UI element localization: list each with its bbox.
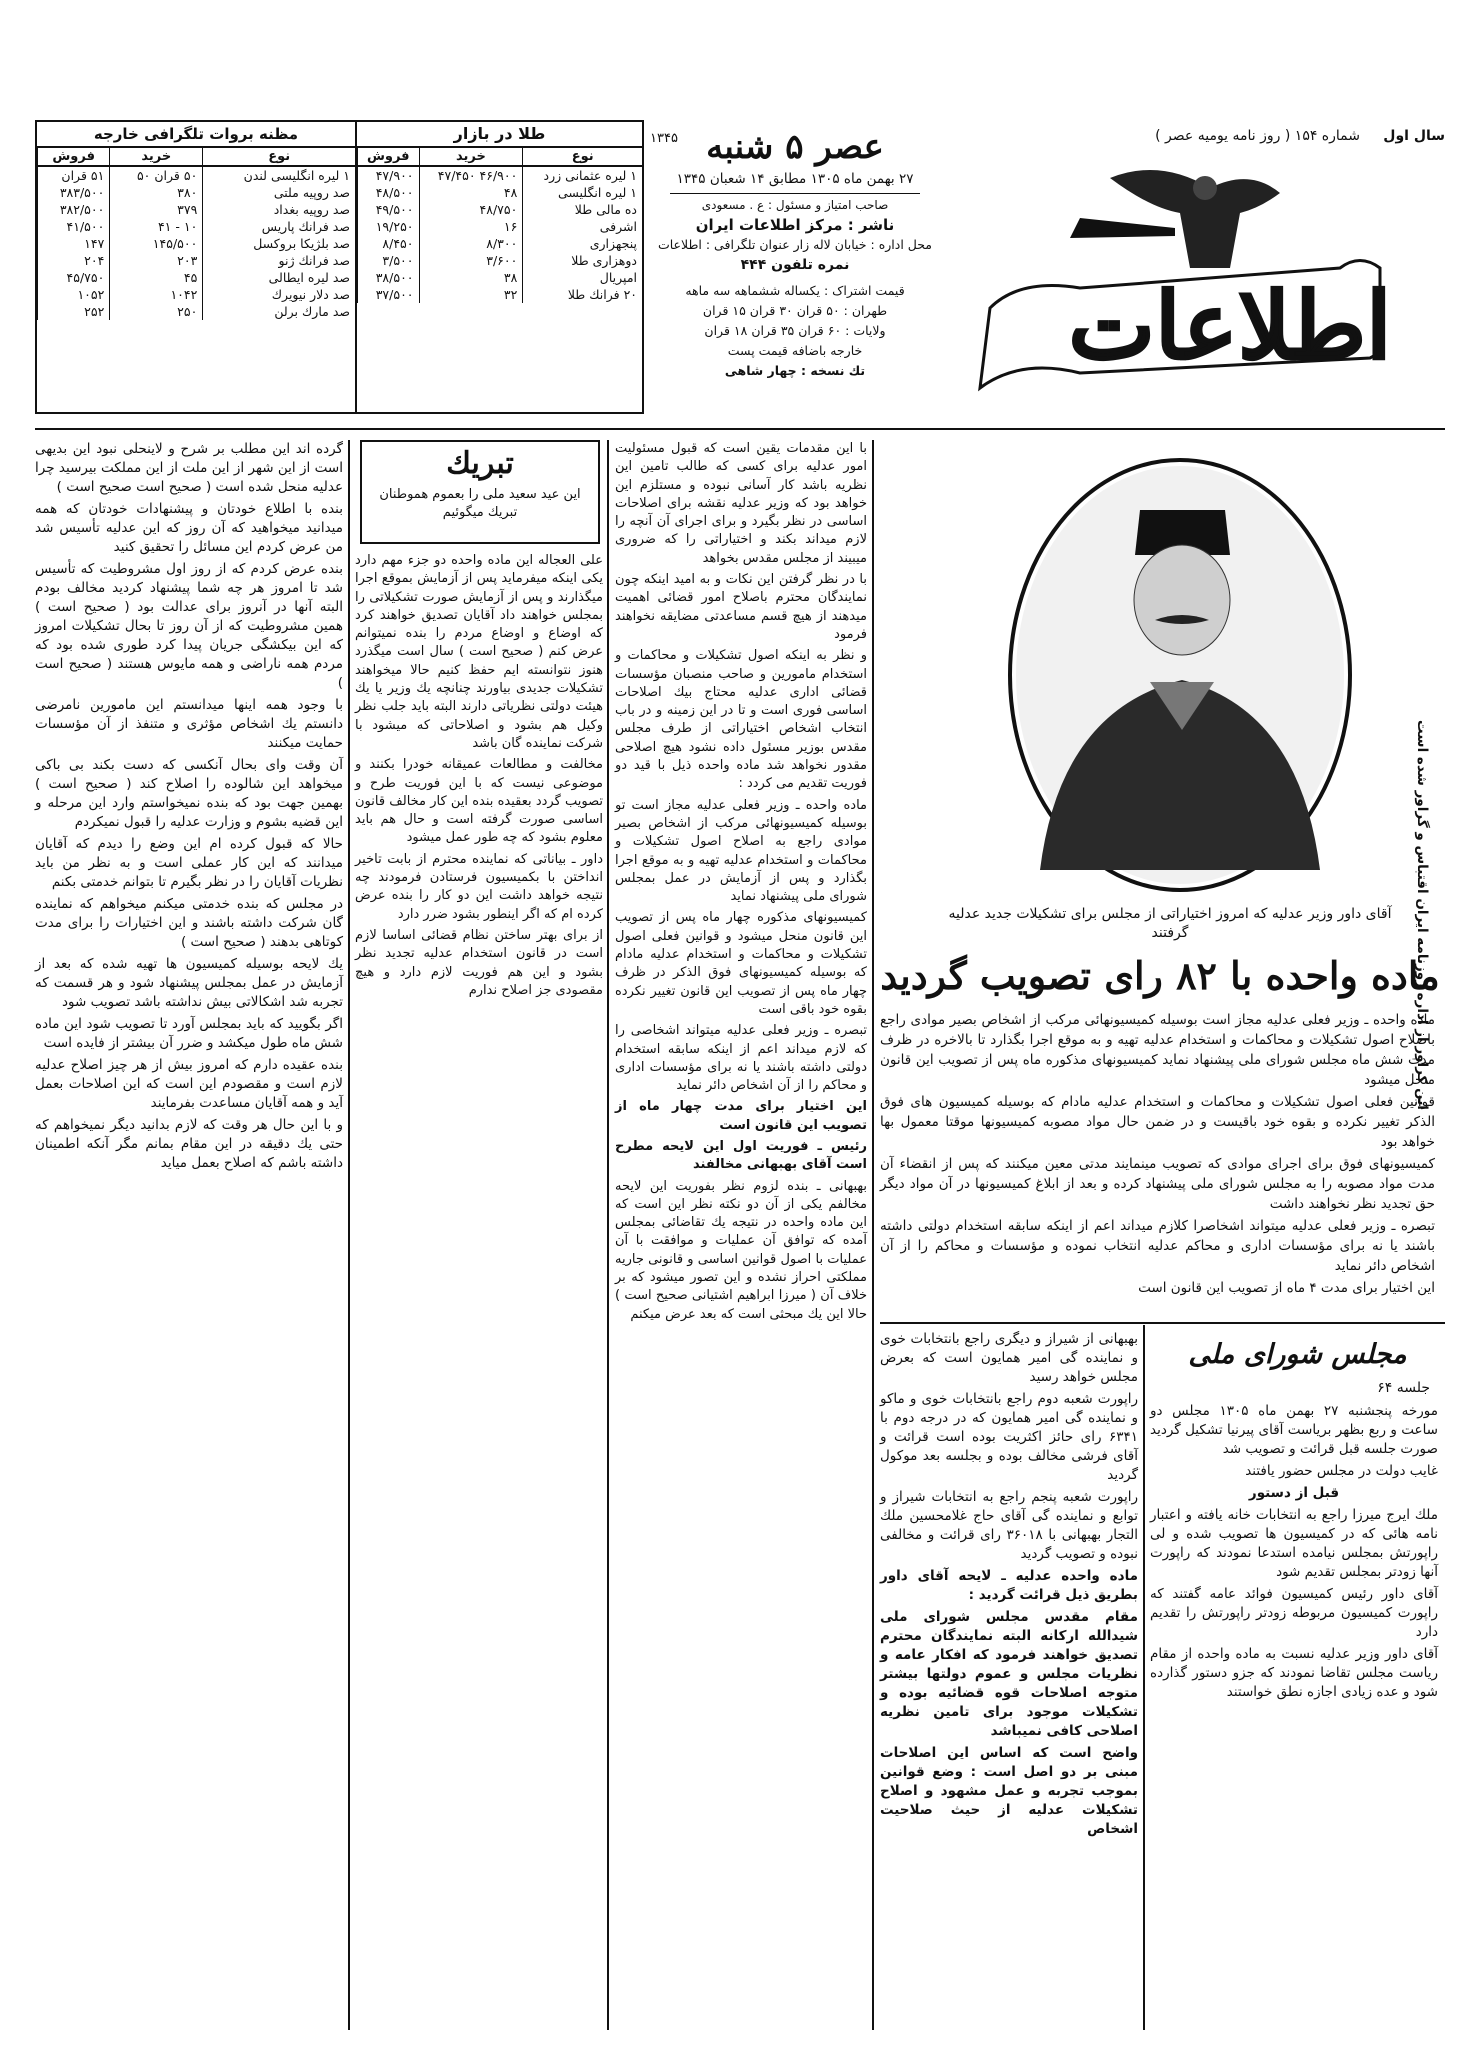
cell: ۸/۴۵۰	[358, 235, 420, 252]
paragraph: گرده اند این مطلب بر شرح و لاینحلی نبود این بدیهی است از این شهر از این ملت از این مملکت بیرسید چرا عدلیه منحل شده است ( صحیح است صحیح است )	[35, 441, 343, 495]
col-header: فروش	[38, 148, 110, 166]
paragraph: علی العجاله این ماده واحده دو جزء مهم دارد یکی اینکه میفرماید پس از آزمایش بموقع اجرا میگذارند و پس از آزمایش صورت تشکیلاتی را بمجلس خواهند داد آقایان تصدیق خواهند کرد که اوضاع و اوضاع مردم را بنده نمیتوانم عرض کنم ( صحیح است ) سال است میگذرد هنوز نتوانسته ایم حفظ کنیم حالا میخواهند تشکیلات جدیدی بیاورند چنانچه یك وزیر یا یك هیئت دولتی نظریاتی دارند البته باید جلب نظر وکیل هم بشود و اصلاحاتی که میشود با شرکت نماینده گان باشد	[355, 553, 603, 751]
issue-label: شماره ۱۵۴ ( روز نامه یومیه عصر )	[1155, 128, 1360, 144]
cell: صد بلژیکا بروکسل	[203, 235, 355, 252]
paragraph: مورخه پنجشنبه ۲۷ بهمن ماه ۱۳۰۵ مجلس دو ساعت و ربع بظهر بریاست آقای پیرنیا تشکیل گردید صورت جلسه قبل قرائت و تصویب شد	[1150, 1403, 1438, 1457]
table-row	[38, 218, 356, 235]
column-rule	[348, 440, 350, 2030]
cell: ۱۴۷	[38, 235, 110, 252]
cell: ۳۸۳/۵۰۰	[38, 184, 110, 201]
paragraph: بنده عرض کردم که از روز اول مشروطیت که تأسیس شد تا امروز هر چه شما پیشنهاد کردید مخالف بودم البته آنها در آنروز برای عدالت بود ( صحیح است ) همین مشروطیت که از آن روز تا بحال تشکیلات امروز که این بیکشگی جریان پیدا کرد طوری شده بود که مردم همه ناراضی و همه مایوس هستند ( صحیح است )	[35, 561, 343, 691]
paragraph: ماده واحده عدلیه ـ لایحه آقای داور بطریق ذیل قرائت گردید :	[880, 1568, 1138, 1603]
cell: صد لیره ایطالی	[203, 269, 355, 286]
cell: ۵۱ قران	[38, 166, 110, 184]
fx-market-table	[37, 148, 355, 320]
paragraph: اگر بگویید که باید بمجلس آورد تا تصویب شود این ماده شش ماه طول میکشد و ضرر آن بیشتر از فایده است	[35, 1016, 343, 1051]
cell: ۳۲	[419, 286, 523, 303]
cell: ۱۹/۲۵۰	[358, 218, 420, 235]
cell: ۳۸۲/۵۰۰	[38, 201, 110, 218]
cell: ۳۸	[419, 269, 523, 286]
publisher-line: ناشر : مرکز اطلاعات ایران	[695, 216, 895, 234]
cell: ۳۷/۵۰۰	[358, 286, 420, 303]
table-row	[358, 286, 643, 303]
cell: اشرفی	[523, 218, 642, 235]
table-row	[358, 269, 643, 286]
paragraph: حالا که قبول کرده ام این وضع را دیدم که آقایان میدانند که این کار عملی است و به نظر من باید نظریات آقایان را در نظر بگیرم تا بتوانم خدمتی بکنم	[35, 836, 343, 890]
majlis-title: مجلس شورای ملی	[1188, 1339, 1407, 1370]
cell: ۱۰ - ۴۱	[110, 218, 203, 235]
cell: ۴۵/۷۵۰	[38, 269, 110, 286]
paragraph: با در نظر گرفتن این نکات و به امید اینکه چون نمایندگان محترم باصلاح امور قضائی اهمیت میدهند از هیچ قسم مساعدتی مضایقه نخواهند فرمود	[615, 572, 867, 642]
table-row	[38, 286, 356, 303]
cell: صد فرانك پاریس	[203, 218, 355, 235]
abroad-price: خارجه باضافه قیمت پست	[727, 343, 863, 358]
divider	[670, 193, 920, 194]
paragraph: راپورت شعبه پنجم راجع به انتخابات شیراز و توابع و نماینده گی آقای حاج غلامحسین ملك التجار بهبهانی با ۳۶۰۱۸ رای قرائت و مخالفی نبوده و تصویب گردید	[880, 1489, 1138, 1562]
cell: ۳/۶۰۰	[419, 252, 523, 269]
col-header: فروش	[358, 148, 420, 166]
cell: ۱۴۵/۵۰۰	[110, 235, 203, 252]
cell: ۴۱/۵۰۰	[38, 218, 110, 235]
lead-article	[880, 1010, 1435, 1298]
provinces-price: ولایات : ۶۰ قران ۳۵ قران ۱۸ قران	[704, 323, 886, 338]
owner-line: صاحب امتیاز و مسئول : ع . مسعودی	[701, 198, 889, 212]
year-label: سال اول	[1383, 128, 1445, 144]
masthead	[950, 118, 1445, 418]
gold-market-table	[357, 148, 642, 303]
cell: ۲۵۲	[38, 303, 110, 320]
date-line: ۲۷ بهمن ماه ۱۳۰۵ مطابق ۱۴ شعبان ۱۳۴۵	[676, 171, 914, 187]
congrats-subtitle: این عید سعید ملی را بعموم هموطنان تبریك میگوئیم	[379, 487, 581, 520]
paragraph: از برای بهتر ساختن نظام قضائی اساسا لازم است در قانون استخدام عدلیه تجدید نظر بشود و این هم فوریت لازم دارد و هیچ مقصودی جز اصلاح ندارم	[355, 927, 603, 998]
paragraph: ماده واحده ـ وزیر فعلی عدلیه مجاز است بوسیله کمیسیونهائی مرکب از اشخاص بصیر موادی راجع باصلاح اصول تشکیلات و محاکمات و استخدام عدلیه تهیه و به موقع اجرا بگذارد تا بالاخره در ظرف مدت شش ماه مجلس شورای ملی پیشنهاد نماید کمیسیونهای مذکوره ماه پس از تصویب این قانون منحل میشود	[880, 1012, 1435, 1088]
paragraph: بنده عقیده دارم که امروز بیش از هر چیز اصلاح عدلیه لازم است و مقصودم این است که این اصلاحات بعمل آید و همه آقایان مساعدت بفرمایند	[35, 1057, 343, 1111]
paragraph: آقای داور وزیر عدلیه نسبت به ماده واحده از مقام ریاست مجلس تقاضا نمودند که جزو دستور گذارده شود و عده زیادی اجازه نطق خواستند	[1150, 1646, 1438, 1700]
cell: ۱ لیره انگلیسی	[523, 184, 642, 201]
paragraph: کمیسیونهای فوق برای اجرای موادی که تصویب مینمایند مدتی معین میکنند که پس از انقضاء آن مدت مواد مصوبه را به مجلس شورای ملی پیشنهاد کرده و بعد از ابلاغ کمیسیونها در آن مواد دیگر حق تجدید نظر نخواهند داشت	[880, 1156, 1435, 1212]
congrats-column	[355, 552, 603, 1000]
col-header: خرید	[419, 148, 523, 166]
cell: ۵۰ قران ۵۰	[110, 166, 203, 184]
table-row	[358, 166, 643, 184]
photo-side-caption: این کراور از اداره روزنامه ایران اقتباس و گراور شده است	[1414, 720, 1430, 1110]
cell: ده مالی طلا	[523, 201, 642, 218]
table-row	[358, 184, 643, 201]
paragraph: بنده با اطلاع خودتان و پیشنهادات خودتان که همه میدانید میخواهید که آن روز که این عدلیه تأسیس شد من عرض کردم این مسائل را تحقیق کنید	[35, 501, 343, 555]
cell: ۴۸	[419, 184, 523, 201]
paragraph: مقام مقدس مجلس شورای ملی شیدالله ارکانه البته نمایندگان محترم تصدیق خواهند فرمود که افکار عامه و نظریات مجلس و عموم دولتها بیشتر متوجه اصلاحات قوه قضائیه بوده و تشکیلات موجود برای تامین نظریه اصلاحی کافی نمیباشد	[880, 1609, 1138, 1739]
paragraph: در مجلس که بنده خدمتی میکنم میخواهم که نماینده گان شرکت داشته باشند و این اختیارات را برای مدت کوتاهی بدهند ( صحیح است )	[35, 896, 343, 950]
paragraph: تبصره ـ وزیر فعلی عدلیه میتواند اشخاصرا کلازم میداند اعم از اینکه سابقه استخدام دولتی داشته باشند یا نه برای مؤسسات اداری و محاکم عدلیه انتخاب نموده و مؤسسات و محاکم را از آن اشخاص دائر نماید	[880, 1218, 1435, 1274]
cell: ۱۶	[419, 218, 523, 235]
cell: صد فرانك ژنو	[203, 252, 355, 269]
publication-info	[650, 125, 940, 420]
paragraph: بهبهانی ـ بنده لزوم نظر بفوریت این لایحه مخالفم یکی از آن دو نکته نظر این است که این ماده واحده در نتیجه یك تقاضائی بمجلس آمده که توافق آن عملیات و موافقت با آن عملیات با اصول قوانین اساسی و قانونی جاریه مملکتی احراز نشده و این تصور میشود که بر خلاف آن ( میرزا ابراهیم اشتیانی صحیح است ) حالا این یك مبحثی است که بعد عرض میکنم	[615, 1178, 867, 1322]
newspaper-logo	[960, 158, 1400, 418]
left-column	[35, 440, 343, 1173]
cell: ۳۸۰	[110, 184, 203, 201]
paragraph: داور ـ بیاناتی که نماینده محترم از بابت تاخیر انداختن با بکمیسیون فرستادن فرمودند چه نتیجه خواهد داشت این دو کار را بنده عرض کرده ام که اگر اینطور بشود ضرر دارد	[355, 851, 603, 922]
table-row	[358, 252, 643, 269]
paragraph: غایب دولت در مجلس حضور یافتند	[1245, 1463, 1438, 1479]
paragraph: رئیس ـ فوریت اول این لایحه مطرح است آقای بهبهانی مخالفند	[615, 1138, 867, 1173]
table-row	[38, 235, 356, 252]
cell: ۴۷/۹۰۰	[358, 166, 420, 184]
paragraph: آقای داور رئیس کمیسیون فوائد عامه گفتند که راپورت کمیسیون مربوطه زودتر راپورتش را تقدیم دارد	[1150, 1586, 1438, 1640]
cell: ۸/۳۰۰	[419, 235, 523, 252]
column-rule	[607, 440, 609, 2030]
paragraph: مخالفت و مطالعات عمیقانه خودرا بکنند و موضوعی نیست که با این فوریت طرح و تصویب گردد بعقیده بنده این کار مخالف قانون اساسی صورت گرفته است و حال هم باید معلوم بشود که چه طور عمل میشود	[355, 757, 603, 846]
cell: ۴۹/۵۰۰	[358, 201, 420, 218]
cell: ۴۶/۹۰۰ ۴۷/۴۵۰	[419, 166, 523, 184]
hijri-year: ۱۳۴۵	[650, 131, 678, 146]
cell: ۱ لیره عثمانی زرد	[523, 166, 642, 184]
paragraph: ماده واحده ـ وزیر فعلی عدلیه مجاز است تو بوسیله کمیسیونهائی مرکب از اشخاص بصیر موادی راجع به اصلاح اصول تشکیلات و محاکمات و استخدام عدلیه تهیه و به موقع اجرا بگذارد و پس از آزمایش در عمل بمجلس شورای ملی پیشنهاد نماید	[615, 797, 867, 905]
table-row	[38, 184, 356, 201]
cell: ۳۸/۵۰۰	[358, 269, 420, 286]
paragraph: با این مقدمات یقین است که قبول مسئولیت امور عدلیه برای کسی که طالب تامین این نظریه باشد کار آسانی نبوده و مستلزم این خواهد بود که وزیر عدلیه نقشه برای اصلاحات اساسی در نظر بگیرد و برای اجرای آن آنچه را لازم میداند بکند و اختیاراتی را که ضروری میبیند از مجلس مقدس بخواهد	[615, 441, 867, 566]
photo-caption: آقای داور وزیر عدلیه که امروز اختیاراتی از مجلس برای تشکیلات جدید عدلیه گرفتند	[948, 906, 1392, 941]
cell: ۴۸/۵۰۰	[358, 184, 420, 201]
gold-market-box	[355, 120, 644, 414]
cell: ۴۸/۷۵۰	[419, 201, 523, 218]
cell: صد روپیه بغداد	[203, 201, 355, 218]
paragraph: این اختیار برای مدت ۴ ماه از تصویب این قانون است	[1138, 1280, 1435, 1296]
paragraph: تبصره ـ وزیر فعلی عدلیه میتواند اشخاصی را که لازم میداند اعم از اینکه سابقه استخدام دولتی داشته باشند یا نه برای مؤسسات اداری و محاکم را از آن اشخاص دائر نماید	[615, 1023, 867, 1094]
phone-line: نمره تلفون ۴۴۴	[740, 257, 850, 273]
congrats-title: تبریك	[446, 446, 514, 481]
header-rule	[35, 428, 1445, 430]
section-rule	[880, 1322, 1445, 1324]
paragraph: بهبهانی از شیراز و دیگری راجع بانتخابات خوی و نماینده گی امیر همایون است که بعرض مجلس خواهد رسید	[880, 1331, 1138, 1385]
address-line: محل اداره : خیابان لاله زار عنوان تلگرافی : اطلاعات	[657, 237, 932, 252]
cell: ۳۷۹	[110, 201, 203, 218]
main-headline: ماده واحده با ۸۲ رای تصویب گردید	[880, 953, 1440, 998]
paragraph: قوانین فعلی اصول تشکیلات و محاکمات و استخدام عدلیه مادام که بوسیله کمیسیون های فوق الذکر تغییر نکرده و بقوه خود باقیست و در ضمن حال مواد مصوبه کمیسیونها موقتا معمول بها خواهد بود	[880, 1094, 1435, 1150]
trumpet-icon	[1070, 218, 1175, 238]
cell: پنجهزاری	[523, 235, 642, 252]
middle-column	[615, 440, 867, 1324]
subscription-head: قیمت اشتراک : یکساله ششماهه سه ماهه	[685, 283, 905, 298]
table-row	[358, 201, 643, 218]
congrats-box	[360, 440, 600, 544]
majlis-session: جلسه ۶۴	[1377, 1380, 1430, 1396]
paragraph: و با این حال هر وقت که لازم بدانید دیگر نمیخواهم که حتی یك دقیقه در این مقام بمانم مگر آنکه اطمینان داشته باشم که اصلاح بعمل میاید	[35, 1117, 343, 1171]
paragraph: این اختیار برای مدت چهار ماه از تصویب این قانون است	[615, 1099, 867, 1133]
cell: ۱۰۴۲	[110, 286, 203, 303]
table-row	[358, 218, 643, 235]
paragraph: کمیسیونهای مذکوره چهار ماه پس از تصویب این قانون منحل میشود و قوانین فعلی اصول تشکیلات و محاکمات و استخدام عدلیه مادام که بوسیله کمیسیونهای فوق الذکر در ظرف چهار ماه پس از تصویب این قانون تغییر نکرده بقوه خود باقی است	[615, 910, 867, 1017]
report-column	[880, 1330, 1138, 1839]
cell: صد مارك برلن	[203, 303, 355, 320]
paragraph: واضح است که اساس این اصلاحات مبنی بر دو اصل است : وضع قوانین بموجب تجربه و عمل مشهود و اصلاح تشکیلات عدلیه از حیث صلاحیت اشخاص	[880, 1745, 1138, 1837]
cell: ۴۵	[110, 269, 203, 286]
column-rule	[872, 440, 874, 2030]
logo-text: اطلاعات	[1068, 272, 1392, 380]
table-row	[38, 269, 356, 286]
cell: صد روپیه ملتی	[203, 184, 355, 201]
cell: دوهزاری طلا	[523, 252, 642, 269]
cell: صد دلار نیویرك	[203, 286, 355, 303]
col-header: نوع	[203, 148, 355, 166]
gold-market-title: طلا در بازار	[357, 122, 642, 148]
cell: ۲۰۳	[110, 252, 203, 269]
table-row	[38, 201, 356, 218]
cell: ۲۰۴	[38, 252, 110, 269]
cell: ۲۵۰	[110, 303, 203, 320]
cell: ۲۰ فرانك طلا	[523, 286, 642, 303]
paragraph: با وجود همه اینها میدانستم این مامورین نامرضی دانستم یك اشخاص مؤثری و متنفذ از آن مؤسسات حمایت میکنند	[35, 697, 343, 751]
cell: ۱۰۵۲	[38, 286, 110, 303]
paragraph: یك لایحه بوسیله کمیسیون ها تهیه شده که بعد از آزمایش در عمل بمجلس پیشنهاد شود و هر قسمت که تجربه شد اشکالاتی بیش نداشته باشد تصویب شود	[35, 956, 343, 1010]
majlis-body	[1150, 1402, 1438, 1702]
table-row	[358, 235, 643, 252]
col-header: نوع	[523, 148, 642, 166]
paragraph: راپورت شعبه دوم راجع بانتخابات خوی و ماکو و نماینده گی امیر همایون که در درجه دوم با ۶۳۴۱ رای حائز اکثریت بوده است قرائت و آقای فرشی مخالف بوده و بجلسه بعد موکول گردید	[880, 1391, 1138, 1483]
fx-market-box	[35, 120, 357, 414]
face-icon	[1134, 545, 1230, 655]
cell: امپریال	[523, 269, 642, 286]
cell: ۳/۵۰۰	[358, 252, 420, 269]
day-title: عصر ۵ شنبه	[706, 127, 884, 167]
single-price: تك نسخه : چهار شاهی	[724, 363, 866, 378]
table-row	[38, 166, 356, 184]
cell: ۱ لیره انگلیسی لندن	[203, 166, 355, 184]
paragraph: قبل از دستور	[1248, 1485, 1340, 1501]
paragraph: ملك ایرج میرزا راجع به انتخابات خانه یافته و اعتبار نامه هائی که در کمیسیون ها تصویب شده و لی راپورتش بمجلس نیامده استدعا نمودند که راپورت آنها زودتر بمجلس تقدیم شود	[1150, 1507, 1438, 1580]
paragraph: و نظر به اینکه اصول تشکیلات و محاکمات و استخدام مامورین و صاحب منصبان مؤسسات قضائی اداری عدلیه محتاج بیك اصلاحات اساسی فوری است و تا در این زمینه و در باب انتخاب اشخاص اختیاراتی از طرف مجلس مقدس بوزیر مسئول داده نشود هیچ اصلاحی مقدور نخواهد شد ماده واحده ذیل با قید دو فوریت تقدیم می کردد :	[615, 648, 867, 792]
herald-head-icon	[1193, 176, 1217, 200]
fx-market-title: مظنه بروات تلگرافی خارجه	[37, 122, 355, 148]
portrait-photo	[1000, 450, 1360, 900]
paragraph: آن وقت وای بحال آنکسی که دست بکند بی باکی میخواهد این شالوده را اصلاح کند ( صحیح است ) بهمین جهت بود که بنده نمیخواستم وارد این مرحله و این قضیه بشوم و وزارت عدلیه را قبول نمیکردم	[35, 757, 343, 830]
column-rule	[1143, 1325, 1145, 2030]
tehran-price: طهران : ۵۰ قران ۳۰ قران ۱۵ قران	[702, 303, 888, 318]
table-row	[38, 303, 356, 320]
col-header: خرید	[110, 148, 203, 166]
table-row	[38, 252, 356, 269]
